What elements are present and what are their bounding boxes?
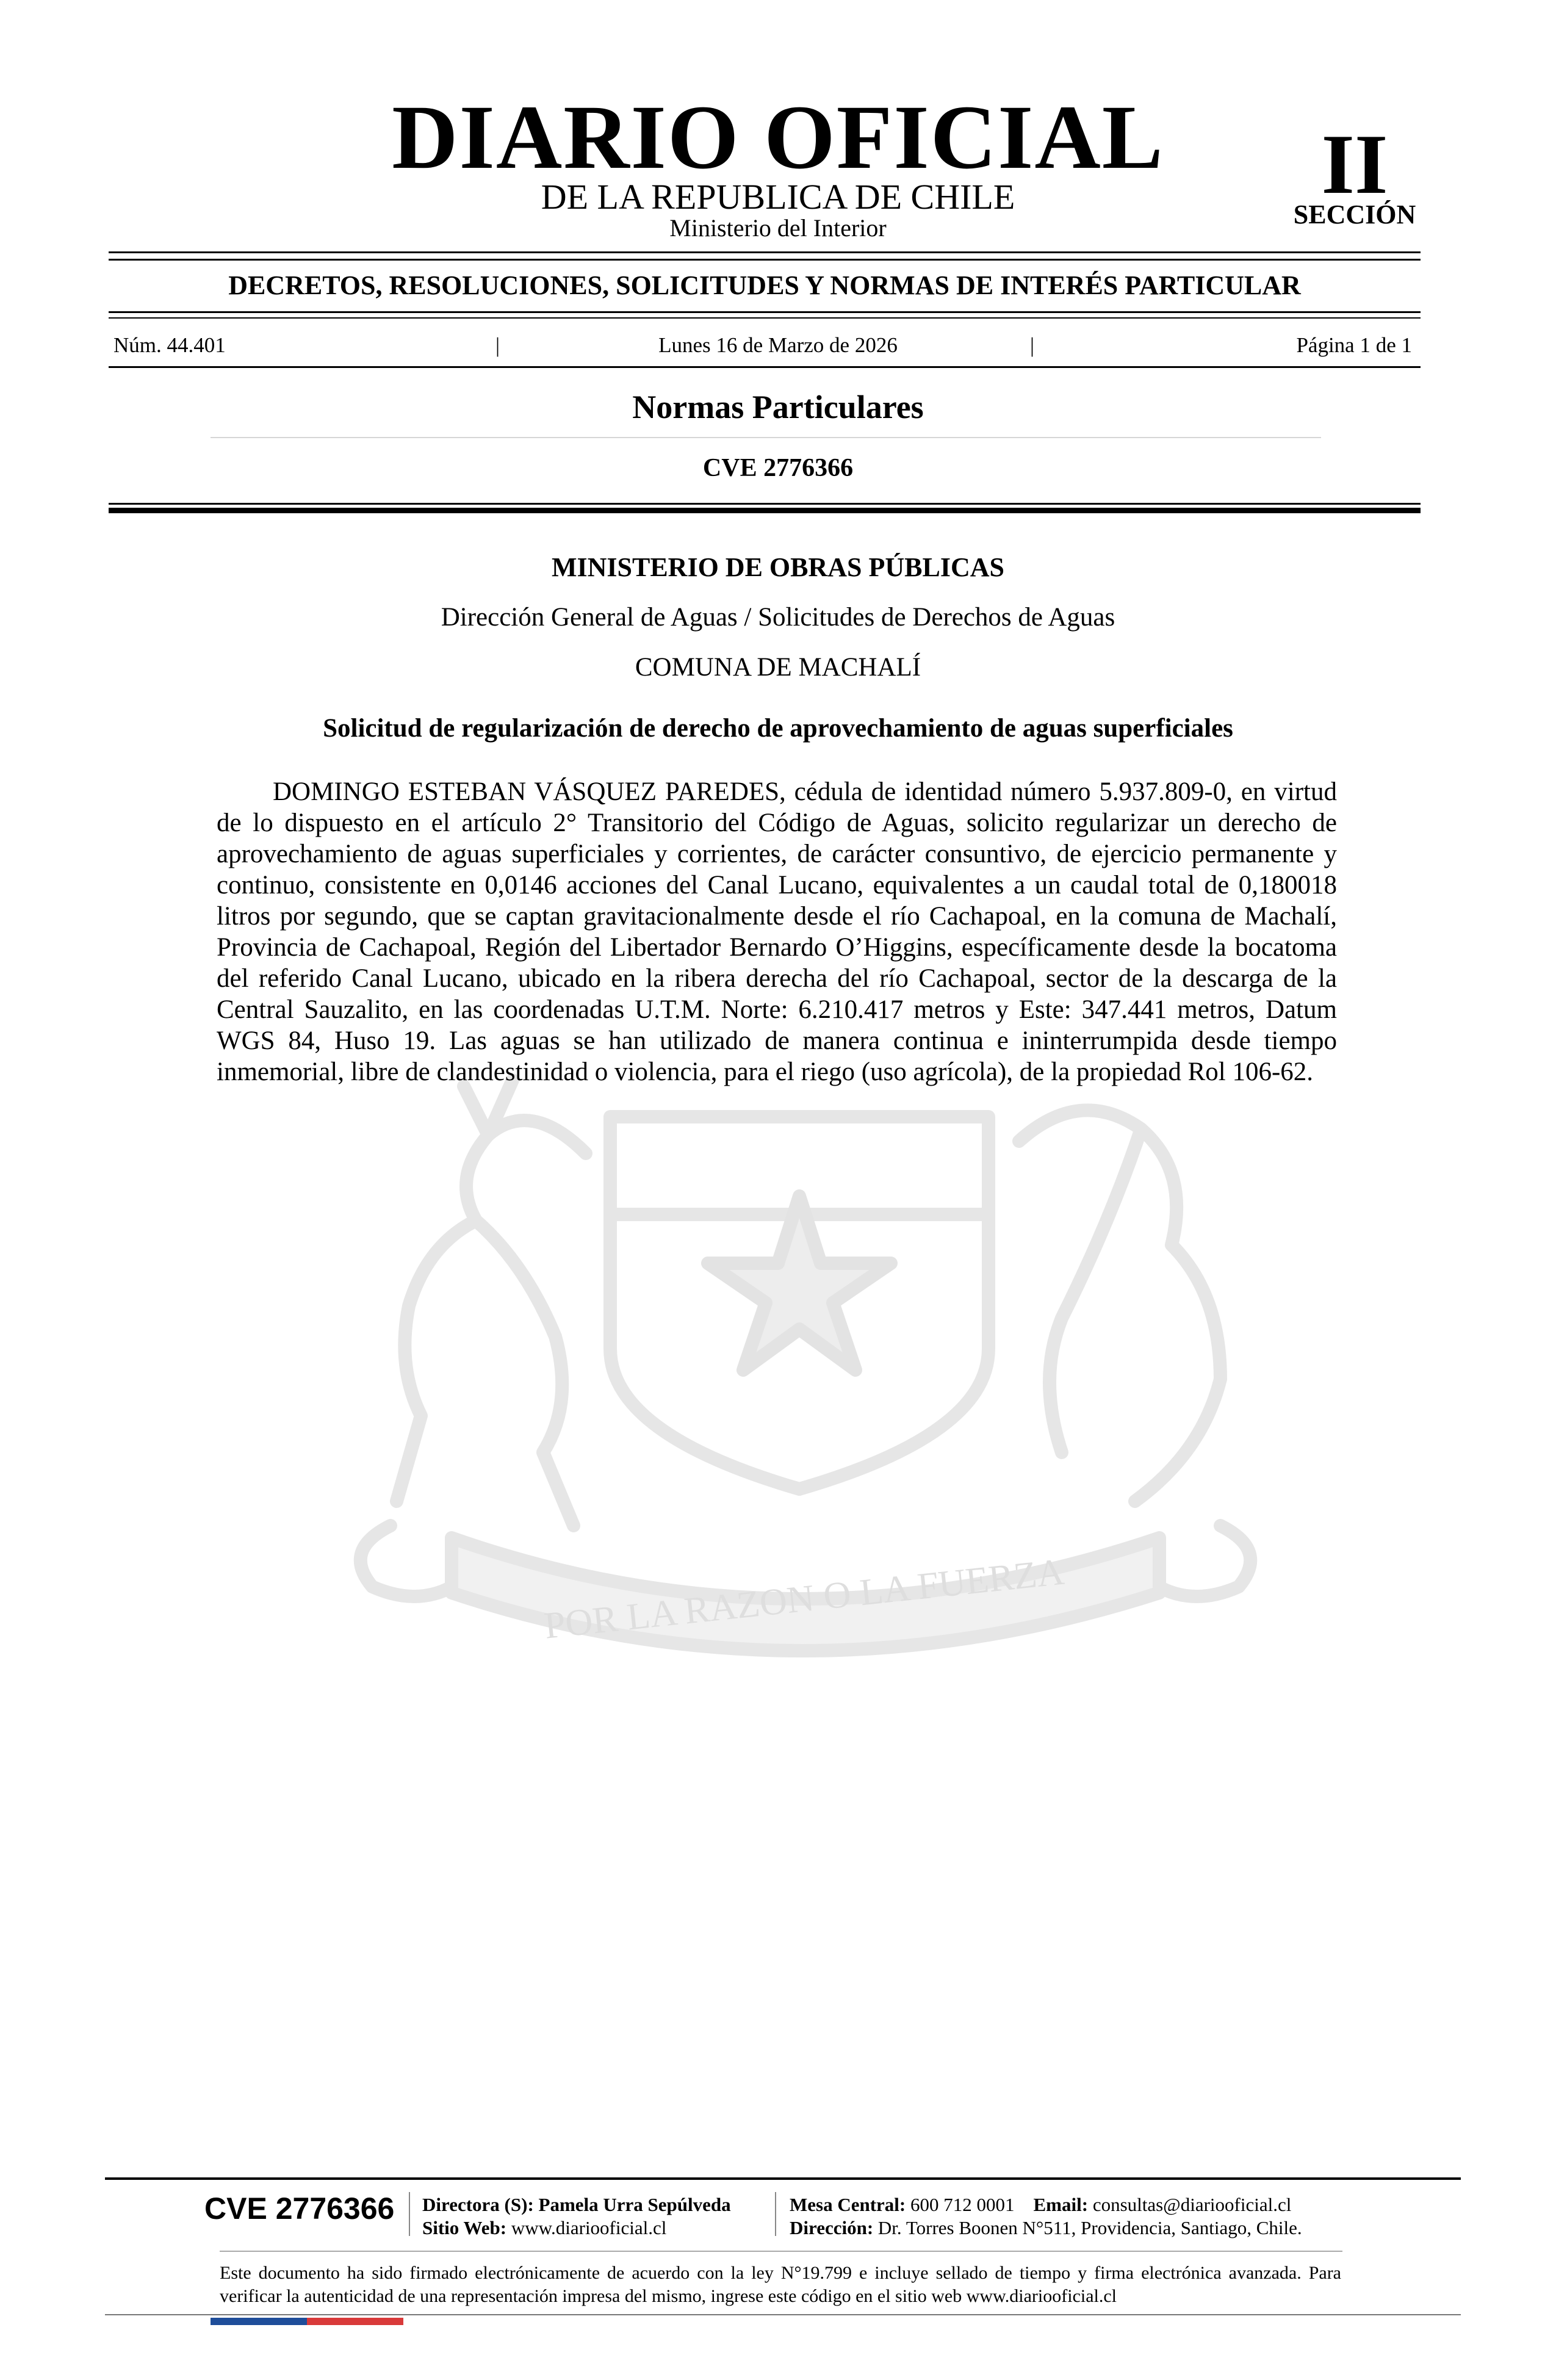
coat-of-arms-watermark-icon: [268, 1062, 1342, 1672]
header-rule-1: [109, 251, 1421, 253]
footer-director-block: [422, 2193, 731, 2240]
footer-bottom-rule: [105, 2314, 1461, 2315]
issue-separator: |: [1030, 333, 1035, 357]
masthead-ministry: Ministerio del Interior: [669, 214, 887, 242]
body-rule-2: [109, 508, 1421, 513]
condor-figure: [1019, 1110, 1220, 1501]
footer-rule: [105, 2177, 1461, 2180]
footer-divider: [409, 2192, 410, 2236]
flag-stripe-blue: [211, 2318, 307, 2325]
footer-contact-block: [790, 2193, 1302, 2240]
section-label: SECCIÓN: [1293, 200, 1416, 229]
category-rule-1: [109, 311, 1421, 313]
masthead-subtitle: DE LA REPUBLICA DE CHILE: [541, 177, 1015, 217]
comuna-line: COMUNA DE MACHALÍ: [635, 653, 921, 682]
web-link[interactable]: www.diariooficial.cl: [511, 2217, 667, 2238]
phone-label: Mesa Central:: [790, 2194, 906, 2215]
motto-text: POR LA RAZON O LA FUERZA: [542, 1551, 1067, 1647]
issue-date: Lunes 16 de Marzo de 2026: [658, 333, 898, 357]
section-number: II: [1321, 117, 1388, 212]
director-label: Directora (S):: [422, 2194, 534, 2215]
header-rule-2: [109, 259, 1421, 261]
huemul-figure: [397, 1120, 586, 1526]
address-label: Dirección:: [790, 2217, 874, 2238]
category-rule-2: [109, 317, 1421, 319]
footer-legal-notice: Este documento ha sido firmado electrónicamente de acuerdo con la ley N°19.799 e incluye sellado de tiempo y firma electrónica avanzada. Para verificar la autenticidad de una representación impresa del mismo, ingrese este código en el sitio web www.diariooficial.cl: [220, 2263, 1341, 2306]
category-heading: DECRETOS, RESOLUCIONES, SOLICITUDES Y NORMAS DE INTERÉS PARTICULAR: [228, 270, 1301, 300]
star-icon: [708, 1196, 891, 1370]
body-paragraph: DOMINGO ESTEBAN VÁSQUEZ PAREDES, cédula de identidad número 5.937.809-0, en virtud de lo dispuesto en el artículo 2° Transitorio del Código de Aguas, solicito regularizar un derecho de aprovechamiento de aguas superficiales y corrientes, de carácter consuntivo, de ejercicio permanente y continuo, consistente en 0,0146 acciones del Canal Lucano, equivalentes a un caudal total de 0,180018 litros por segundo, que se captan gravitacionalmente desde el río Cachapoal, en la comuna de Machalí, Provincia de Cachapoal, Región del Libertador Bernardo O’Higgins, específicamente desde la bocatoma del referido Canal Lucano, ubicado en la ribera derecha del río Cachapoal, sector de la descarga de la Central Sauzalito, en las coordenadas U.T.M. Norte: 6.210.417 metros y Este: 347.441 metros, Datum WGS 84, Huso 19. Las aguas se han utilizado de manera continua e ininterrumpida desde tiempo inmemorial, libre de clandestinidad o violencia, para el riego (uso agrícola), de la propiedad Rol 106-62.: [217, 777, 1337, 1086]
cve-code: CVE 2776366: [702, 454, 854, 482]
footer-thin-rule: [220, 2251, 1342, 2252]
director-name: Pamela Urra Sepúlveda: [538, 2194, 731, 2215]
issue-number: Núm. 44.401: [113, 333, 226, 357]
subject-heading: Solicitud de regularización de derecho de aprovechamiento de aguas superficiales: [323, 714, 1233, 743]
section-title: Normas Particulares: [632, 389, 924, 425]
footer-divider: [775, 2192, 776, 2236]
phone-value: 600 712 0001: [910, 2194, 1015, 2215]
issue-rule: [109, 366, 1421, 368]
address-value: Dr. Torres Boonen N°511, Providencia, Santiago, Chile.: [877, 2217, 1302, 2238]
flag-stripe-red: [307, 2318, 403, 2325]
office-line: Dirección General de Aguas / Solicitudes de Derechos de Aguas: [441, 603, 1115, 632]
ministry-heading: MINISTERIO DE OBRAS PÚBLICAS: [551, 552, 1005, 582]
issue-page: Página 1 de 1: [1296, 333, 1412, 357]
masthead-title: DIARIO OFICIAL: [392, 87, 1164, 188]
email-link[interactable]: consultas@diariooficial.cl: [1092, 2194, 1292, 2215]
email-label: Email:: [1033, 2194, 1089, 2215]
issue-separator: |: [495, 333, 500, 357]
footer-cve-code: CVE 2776366: [204, 2191, 395, 2226]
web-label: Sitio Web:: [422, 2217, 507, 2238]
body-rule-1: [109, 503, 1421, 505]
section-divider: [211, 437, 1321, 438]
